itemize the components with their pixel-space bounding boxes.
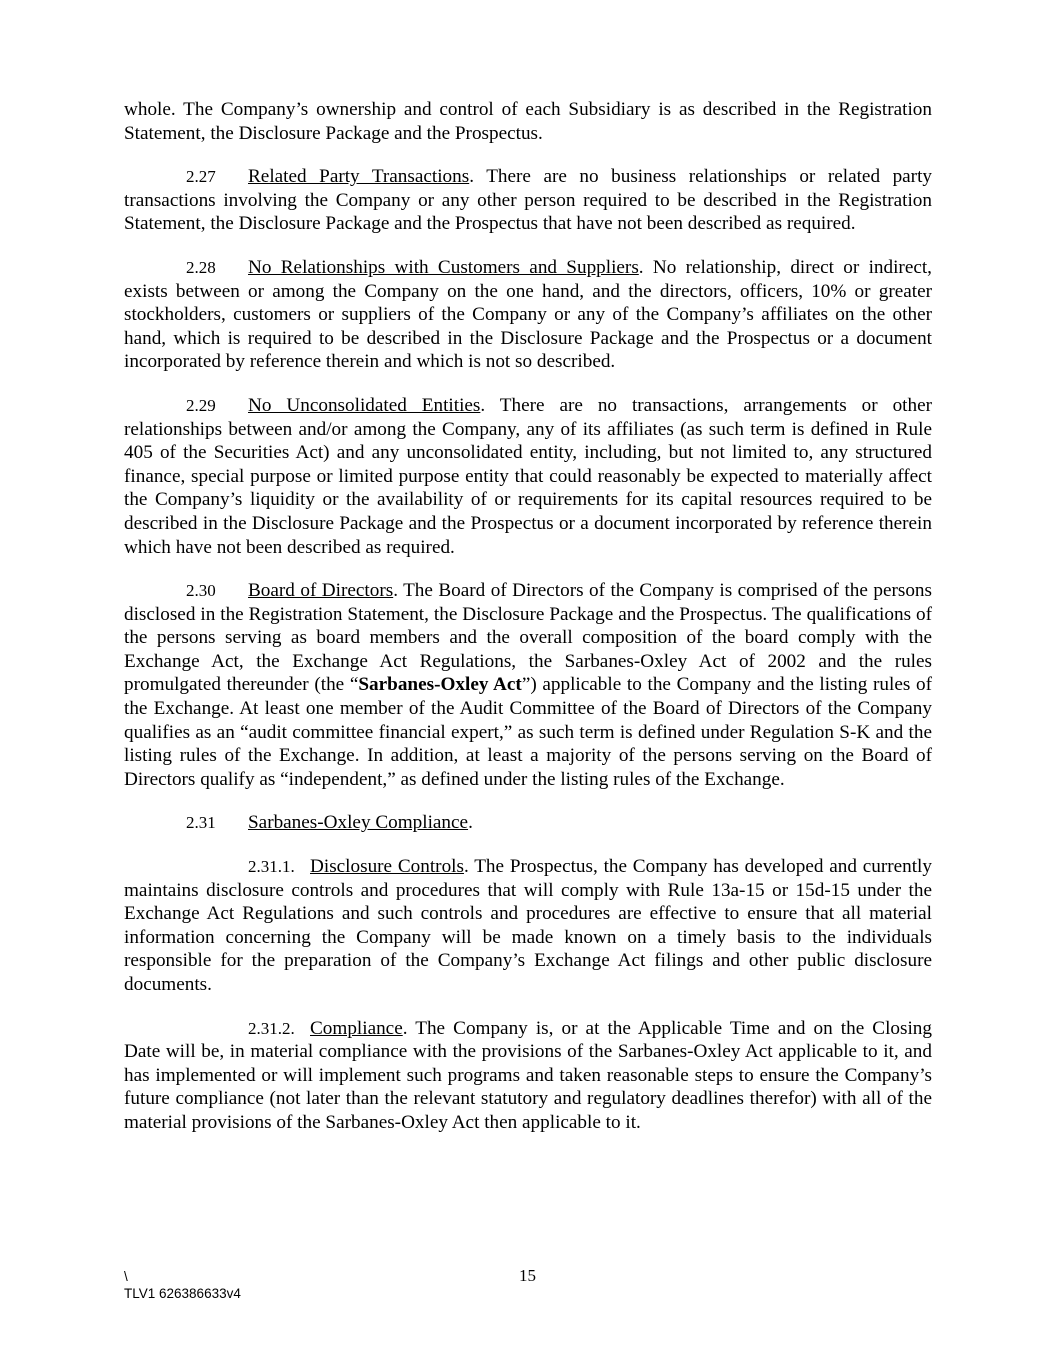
section-text: . There are no transactions, arrangements or other relationships between and/or among the Company, any of its affiliates (as such term is defined in Rule 405 of the Securities Act) and any unconsolidated entity, including, but not limited to, any structured finance, special purpose or limited purpose entity that could reasonably be expected to materially affect the Company’s liquidity or the availability of or requirements for its capital resources required to be described in the Disclosure Package and the Prospectus or a document incorporated by reference therein which have not been described as required. xyxy=(124,394,932,558)
section-number: 2.31.1. xyxy=(248,857,295,877)
section-text: . No relationship, direct or indirect, exists between or among the Company on the one hand, and the directors, officers, 10% or greater stockholders, customers or suppliers of the Company or any of the Company’s affiliates on the other hand, which is required to be described in the Disclosure Package and the Prospectus or a document incorporated by reference therein and which is not so described. xyxy=(124,256,932,373)
section-2-31-1 xyxy=(124,855,932,997)
footer-mark: \ xyxy=(124,1269,128,1284)
intro-paragraph xyxy=(124,98,932,145)
section-2-31 xyxy=(124,811,932,835)
document-body xyxy=(124,98,932,1155)
section-text: . The Prospectus, the Company has developed and currently maintains disclosure controls and procedures that will comply with Rule 13a-15 or 15d-15 under the Exchange Act Regulations and such controls and procedures are effective to ensure that all material information concerning the Company will be made known on a timely basis to the individuals responsible for the preparation of the Company’s Exchange Act filings and other public disclosure documents. xyxy=(124,856,932,995)
section-2-28 xyxy=(124,256,932,374)
section-number: 2.27 xyxy=(186,167,216,187)
section-2-29 xyxy=(124,394,932,559)
intro-text: whole. The Company’s ownership and control of each Subsidiary is as described in the Registration Statement, the Disclosure Package and the Prospectus. xyxy=(124,99,932,144)
footer-document-id xyxy=(124,1268,241,1302)
section-text: . xyxy=(468,812,473,834)
footer-id-text: TLV1 626386633v4 xyxy=(124,1286,241,1301)
section-heading: Board of Directors xyxy=(248,580,394,602)
section-heading: Disclosure Controls xyxy=(310,856,464,878)
section-number: 2.31.2. xyxy=(248,1018,295,1038)
defined-term: Sarbanes-Oxley Act xyxy=(358,674,522,696)
section-heading: No Relationships with Customers and Suppliers xyxy=(248,256,639,278)
section-heading: Compliance xyxy=(310,1017,403,1039)
section-text: . The Company is, or at the Applicable Time and on the Closing Date will be, in material compliance with the provisions of the Sarbanes-Oxley Act applicable to it, and has implemented or will implement such programs and taken reasonable steps to ensure the Company’s future compliance (not later than the relevant statutory and regulatory deadlines therefor) with all of the material provisions of the Sarbanes-Oxley Act then applicable to it. xyxy=(124,1017,932,1133)
section-number: 2.28 xyxy=(186,257,216,277)
section-number: 2.29 xyxy=(186,395,216,415)
section-heading: No Unconsolidated Entities xyxy=(248,394,481,416)
section-2-27 xyxy=(124,165,932,236)
section-text: . The Board of Directors of the Company is comprised of the persons disclosed in the Registration Statement, the Disclosure Package and the Prospectus. The qualifications of the persons serving as board members and the overall composition of the board comply with the Exchange Act, the Exchange Act Regulations, the Sarbanes-Oxley Act of 2002 and the rules promulgated thereunder (the “ xyxy=(124,580,932,696)
section-2-30 xyxy=(124,579,932,791)
section-text: . There are no business relationships or related party transactions involving the Company or any other person required to be described in the Registration Statement, the Disclosure Package and the Prospectus that have not been described as required. xyxy=(124,166,932,235)
section-heading: Related Party Transactions xyxy=(248,166,470,188)
section-2-31-2 xyxy=(124,1017,932,1135)
section-number: 2.31 xyxy=(186,813,216,833)
page-number: 15 xyxy=(519,1266,536,1285)
section-heading: Sarbanes-Oxley Compliance xyxy=(248,812,469,834)
section-number: 2.30 xyxy=(186,581,216,601)
section-text-continued: ”) applicable to the Company and the listing rules of the Exchange. At least one member of the Audit Committee of the Board of Directors of the Company qualifies as an “audit committee financial expert,” as such term is defined under Regulation S-K and the listing rules of the Exchange. In addition, at least a majority of the persons serving on the Board of Directors qualify as “independent,” as defined under the listing rules of the Exchange. xyxy=(124,674,932,790)
